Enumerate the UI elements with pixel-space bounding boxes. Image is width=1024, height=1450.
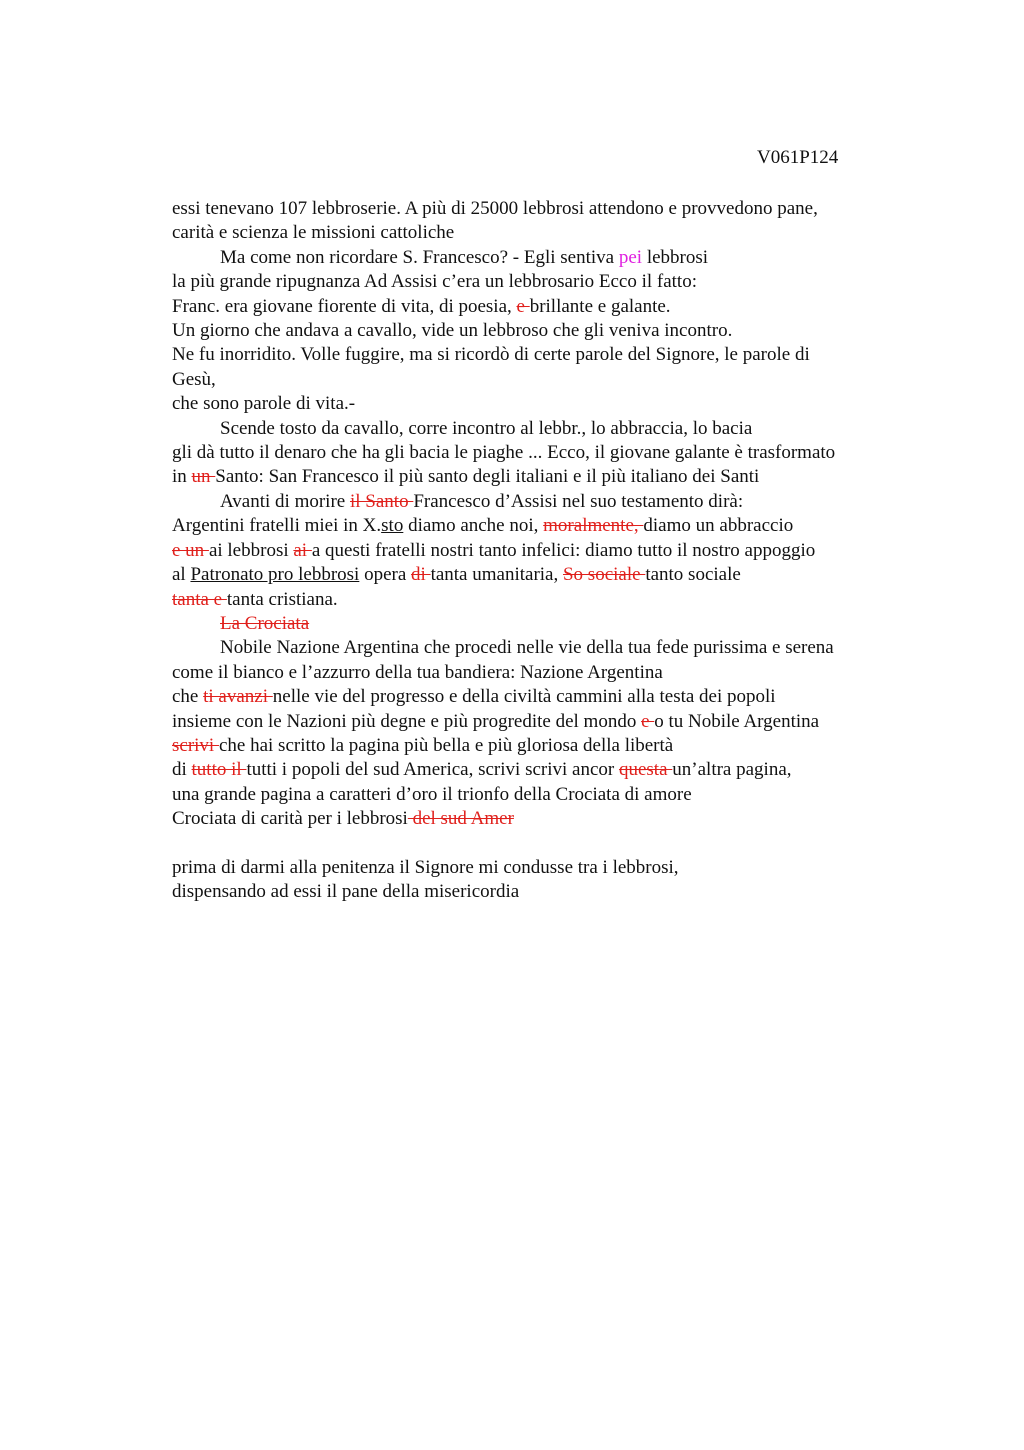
text-line [172,441,912,465]
text-run: essi tenevano 107 lebbroserie. A più di 25000 lebbrosi attendono e provvedono pane, [172,198,818,219]
text-run: dispensando ad essi il pane della misericordia [172,881,520,903]
text-run: Francesco d’Assisi nel suo testamento dirà: [413,490,744,512]
text-run: Santo: San Francesco il più santo degli italiani e il più italiano dei Santi [215,466,760,488]
text-run: un’altra pagina, [672,759,792,781]
inserted-text: pei [618,246,643,268]
text-line [172,514,912,538]
text-run: tanta cristiana. [226,588,338,610]
text-run: Crociata di carità per i lebbrosi [172,808,408,830]
text-line [172,783,912,807]
text-line [172,758,912,782]
text-run: brillante e galante. [529,295,671,317]
text-line [172,270,912,294]
deleted-text: un [191,466,216,488]
text-run: in [172,466,192,488]
deleted-text: del sud Amer [407,808,514,830]
deleted-text: moralmente, [543,515,644,537]
text-run: Un giorno che andava a cavallo, vide un lebbroso che gli veniva incontro. [172,320,733,342]
text-run: come il bianco e l’azzurro della tua bandiera: Nazione Argentina [172,661,663,683]
text-run: Ma come non ricordare S. Francesco? - Egli sentiva [220,246,619,268]
text-line [172,685,912,709]
text-line [172,197,912,221]
text-run: che sono parole di vita.- [172,393,356,415]
deleted-text: questa [618,759,673,781]
underlined-text: sto [381,515,404,537]
text-run: di [172,759,192,781]
text-line [172,588,912,612]
deleted-text: e un [172,539,209,561]
section-heading-deleted [172,612,912,636]
text-run: tanta umanitaria, [430,564,563,586]
text-run: opera [359,564,412,586]
text-run: Ne fu inorridito. Volle fuggire, ma si ricordò di certe parole del Signore, le parole di [172,344,810,366]
deleted-text: La Crociata [220,612,310,634]
text-run: Avanti di morire [220,490,350,512]
text-run: gli dà tutto il denaro che ha gli bacia le piaghe ... Ecco, il giovane galante è trasformato [172,442,836,464]
deleted-text: tanta e [172,588,227,610]
deleted-text: tutto il [191,759,247,781]
underlined-text: Patronato pro lebbrosi [190,564,360,586]
text-run: al [172,564,191,586]
text-run: tutti i popoli del sud America, scrivi scrivi ancor [246,759,619,781]
text-line [172,368,912,392]
text-line [172,710,912,734]
text-run: che hai scritto la pagina più bella e più gloriosa della libertà [218,734,674,756]
text-run: nelle vie del progresso e della civiltà cammini alla testa dei popoli [272,686,776,708]
text-line [172,563,912,587]
page-identifier: V061P124 [757,147,839,168]
deleted-text: e [516,295,530,317]
text-line [172,295,912,319]
text-line [172,734,912,758]
text-run: insieme con le Nazioni più degne e più progredite del mondo [172,710,642,732]
transcription-text [172,197,912,905]
text-run: Gesù, [172,368,216,390]
text-line [172,417,912,441]
text-line [172,661,912,685]
text-line [172,490,912,514]
deleted-text: ti avanzi [203,686,273,708]
text-line [172,636,912,660]
deleted-text: il Santo [349,490,414,512]
text-run: carità e scienza le missioni cattoliche [172,222,455,244]
text-line [172,539,912,563]
text-line [172,221,912,245]
deleted-text: di [411,564,431,586]
text-run: una grande pagina a caratteri d’oro il trionfo della Crociata di amore [172,783,692,805]
deleted-text: e [641,710,655,732]
deleted-text: ai [293,539,312,561]
text-line [172,465,912,489]
text-line [172,392,912,416]
text-run: diamo anche noi, [403,515,544,537]
deleted-text: scrivi [172,734,219,756]
text-run: Argentini fratelli miei in X. [172,515,382,537]
text-line [172,343,912,367]
text-run: Nobile Nazione Argentina che procedi nelle vie della tua fede purissima e serena [220,637,834,659]
text-line [172,246,912,270]
text-run: o tu Nobile Argentina [654,710,820,732]
text-run: lebbrosi [642,246,709,268]
text-run: Franc. era giovane fiorente di vita, di poesia, [172,295,517,317]
text-run: che [172,686,204,708]
text-line [172,807,912,831]
text-run: tanto sociale [645,564,741,586]
text-line [172,319,912,343]
text-run: Scende tosto da cavallo, corre incontro al lebbr., lo abbraccia, lo bacia [220,417,753,439]
text-run: la più grande ripugnanza Ad Assisi c’era un lebbrosario Ecco il fatto: [172,271,697,293]
text-run: prima di darmi alla penitenza il Signore mi condusse tra i lebbrosi, [172,856,679,878]
text-run: diamo un abbraccio [643,515,794,537]
paragraph-gap [172,832,912,856]
text-run: a questi fratelli nostri tanto infelici: diamo tutto il nostro appoggio [311,539,816,561]
text-line [172,856,912,880]
text-run: ai lebbrosi [208,539,294,561]
text-line [172,880,912,904]
deleted-text: So sociale [562,564,646,586]
